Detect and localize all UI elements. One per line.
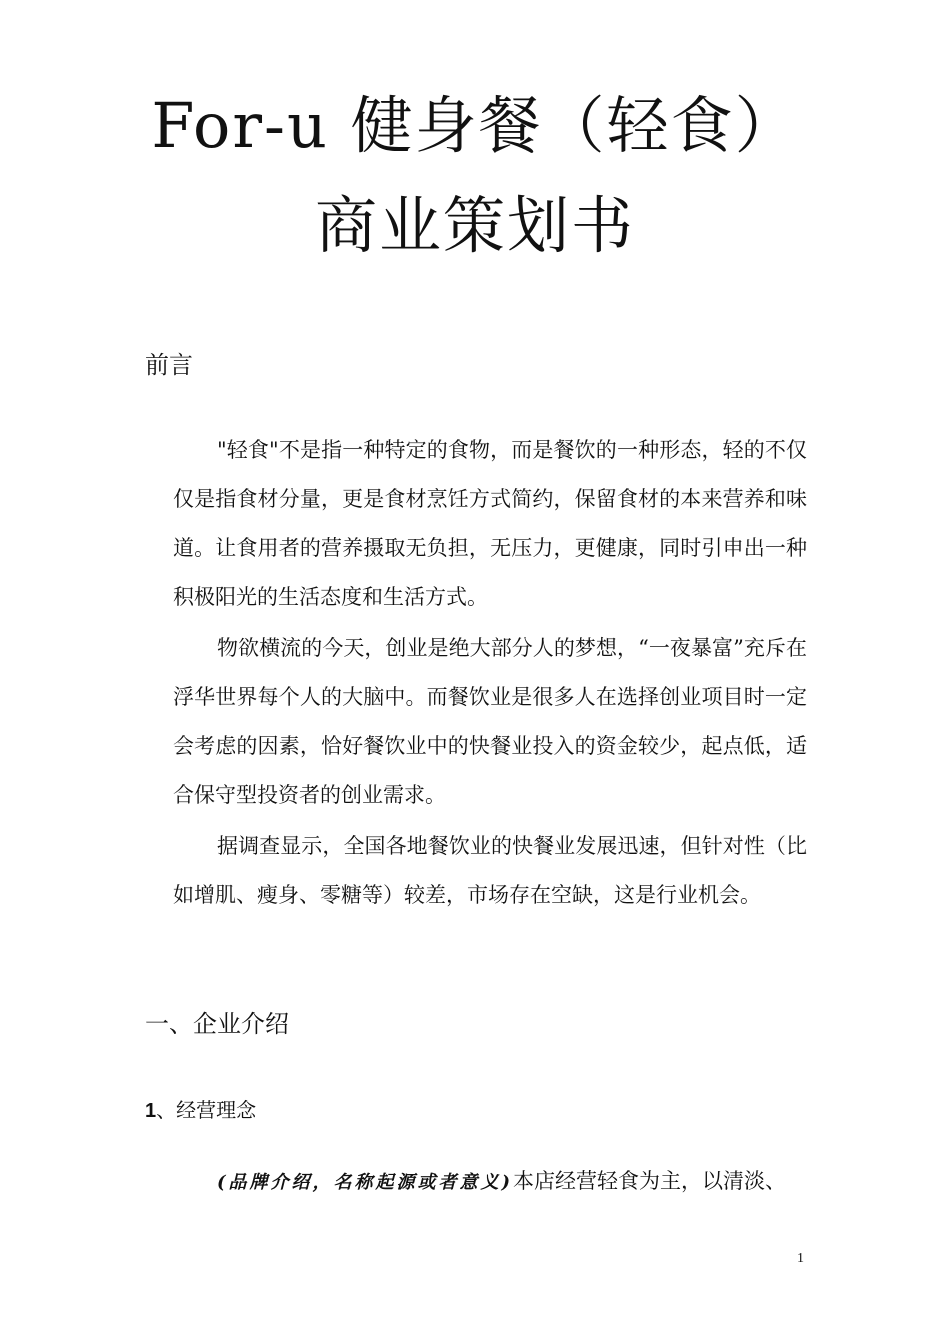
business-philosophy-text: 本店经营轻食为主，以清淡、 — [513, 1169, 787, 1193]
document-title-line-2: 商业策划书 — [314, 189, 635, 262]
subheading-label: 、经营理念 — [156, 1100, 257, 1122]
preface-paragraph-2: 物欲横流的今天，创业是绝大部分人的梦想，“一夜暴富”充斥在浮华世界每个人的大脑中。而餐饮业是很多人在选择创业项目时一定会考虑的因素，恰好餐饮业中的快餐业投入的资金较少，起点低，适合保守型投资者的创业需求。 — [173, 636, 807, 807]
preface-heading: 前言 — [145, 351, 193, 379]
business-philosophy-heading — [145, 1096, 256, 1126]
preface-paragraph-3: 据调查显示，全国各地餐饮业的快餐业发展迅速，但针对性（比如增肌、瘦身、零糖等）较差，市场存在空缺，这是行业机会。 — [173, 834, 807, 907]
document-title-line-1: For-u 健身餐（轻食） — [151, 89, 799, 162]
business-philosophy-paragraph — [173, 1157, 807, 1207]
brand-note: (品牌介绍，名称起源或者意义) — [217, 1172, 514, 1193]
preface-paragraph-1: "轻食"不是指一种特定的食物，而是餐饮的一种形态，轻的不仅仅是指食材分量，更是食材烹饪方式简约，保留食材的本来营养和味道。让食用者的营养摄取无负担，无压力，更健康，同时引申出一种积极阳光的生活态度和生活方式。 — [173, 438, 807, 609]
company-intro-heading: 一、企业介绍 — [145, 1010, 289, 1038]
subheading-number: 1 — [145, 1100, 157, 1122]
page-number: 1 — [797, 1251, 804, 1266]
